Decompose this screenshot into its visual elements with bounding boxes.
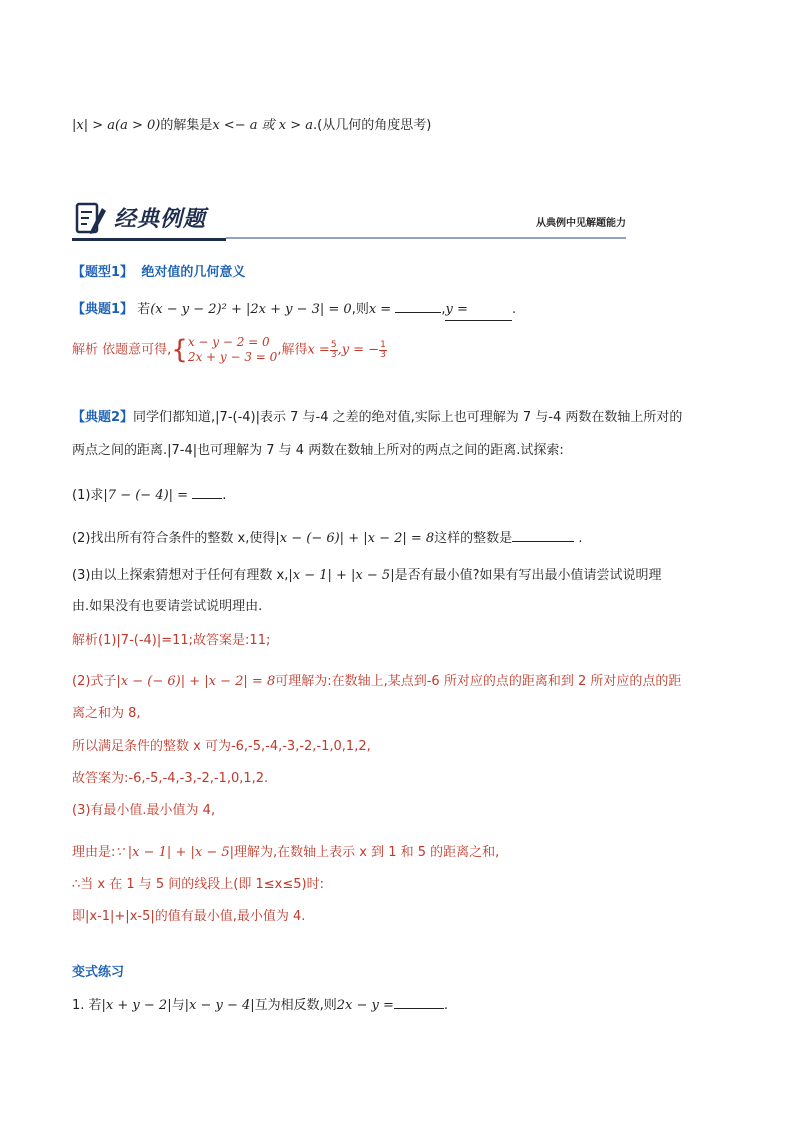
example2-text-line1: 【典题2】同学们都知道,|7-(-4)|表示 7 与-4 之差的绝对值,实际上也可理解为 7 与-4 两数在数轴上所对的 [72, 410, 683, 425]
intro-note: .(从几何的角度思考) [312, 118, 432, 133]
solution-part3-expression: ∵ |x − 1| + |x − 5| [115, 845, 234, 860]
part2-blank [512, 527, 574, 542]
x-answer-fraction: $\frac{5}{3}$ [330, 339, 337, 360]
example2-part3-line1: (3)由以上探索猜想对于任何有理数 x,|x − 1| + |x − 5|是否有最小值?如果有写出最小值请尝试说明理 [72, 568, 662, 583]
solution-part3-line4: 即|x-1|+|x-5|的值有最小值,最小值为 4. [72, 909, 306, 924]
part2-expression: |x − (− 6)| + |x − 2| = 8 [275, 531, 435, 546]
example2-part3-line2: 由.如果没有也要请尝试说明理由. [72, 599, 263, 614]
example1-x-blank [395, 298, 441, 313]
variant-blank [394, 994, 444, 1009]
example1-x-eq: x = [368, 302, 396, 317]
example1-solution-pre: 解析 依题意可得, [72, 342, 172, 358]
x-answer-label: x = [307, 342, 330, 358]
example1-solution-mid: ,解得 [277, 342, 308, 358]
part1-expression: |7 − (− 4)| = [103, 488, 189, 503]
part1-blank [192, 484, 222, 499]
variant-question-1: 1. 若|x + y − 2|与|x − y − 4|互为相反数,则2x − y = . [72, 994, 722, 1016]
example2-part1: (1)求|7 − (− 4)| = . [72, 484, 722, 506]
example1-q-pre: 若 [137, 302, 151, 317]
intro-solution: x <− a 或 x > a [212, 118, 313, 133]
equation-2: 2x + y − 3 = 0 [187, 350, 278, 364]
banner-rule-light [226, 237, 626, 239]
example1-label: 【典题1】 [72, 302, 134, 317]
intro-text: 的解集是 [160, 118, 213, 133]
example2-text-line2: 两点之间的距离.|7-4|也可理解为 7 与 4 两数在数轴上所对的两点之间的距离.试探索: [72, 443, 564, 458]
example2-part2: (2)找出所有符合条件的整数 x,使得|x − (− 6)| + |x − 2| = 8这样的整数是 . [72, 527, 722, 549]
example1-end: . [512, 302, 517, 317]
intro-line [72, 116, 722, 136]
solution-part3-line2: 理由是:∵ |x − 1| + |x − 5|理解为,在数轴上表示 x 到 1 和 5 的距离之和, [72, 845, 500, 860]
solution-part1: 解析(1)|7-(-4)|=11;故答案是:11; [72, 633, 271, 648]
example1-solution [72, 335, 722, 366]
solution-part2-line2: 离之和为 8, [72, 706, 141, 721]
banner-title: 经典例题 [114, 207, 207, 232]
solution-part3-line3: ∴当 x 在 1 与 5 间的线段上(即 1≤x≤5)时: [72, 877, 324, 892]
example1-q-mid: ,则 [351, 302, 369, 317]
type1-heading [72, 263, 722, 283]
y-answer-label: ,y = − [337, 342, 380, 358]
solution-part3-line1: (3)有最小值.最小值为 4, [72, 803, 216, 818]
variant-expression-2: |x − y − 4| [184, 998, 255, 1013]
banner-subtitle: 从典例中见解题能力 [536, 218, 626, 229]
banner-rule-dark [72, 238, 226, 241]
type1-label: 【题型1】 [72, 265, 134, 280]
example1-sep: , [441, 302, 446, 317]
section-banner [72, 200, 626, 244]
example1-y-eq: y = [445, 302, 472, 317]
y-answer-fraction: $\frac{1}{3}$ [380, 339, 386, 360]
solution-part2-line4: 故答案为:-6,-5,-4,-3,-2,-1,0,1,2. [72, 771, 269, 786]
example2-label: 【典题2】 [72, 410, 134, 425]
intro-condition: |x| > a(a > 0) [72, 118, 161, 133]
system-brace: { [171, 335, 188, 365]
type1-title: 绝对值的几何意义 [141, 265, 246, 280]
notebook-pen-icon [74, 200, 108, 238]
solution-part2-line3: 所以满足条件的整数 x 可为-6,-5,-4,-3,-2,-1,0,1,2, [72, 739, 371, 754]
variant-expression-1: |x + y − 2| [101, 998, 172, 1013]
solution-part2-line1: (2)式子|x − (− 6)| + |x − 2| = 8可理解为:在数轴上,某点到-6 所对应的点的距离和到 2 所对应的点的距 [72, 674, 682, 689]
variant-expression-3: 2x − y = [336, 998, 394, 1013]
equation-1: x − y − 2 = 0 [187, 335, 270, 349]
equation-system [188, 335, 278, 365]
part3-expression: |x − 1| + |x − 5| [288, 568, 395, 583]
variant-title: 变式练习 [72, 965, 125, 980]
example1-expression: (x − y − 2)² + |2x + y − 3| = 0 [150, 302, 352, 317]
solution-part2-expression: |x − (− 6)| + |x − 2| = 8 [116, 674, 276, 689]
example1-question [72, 298, 722, 321]
